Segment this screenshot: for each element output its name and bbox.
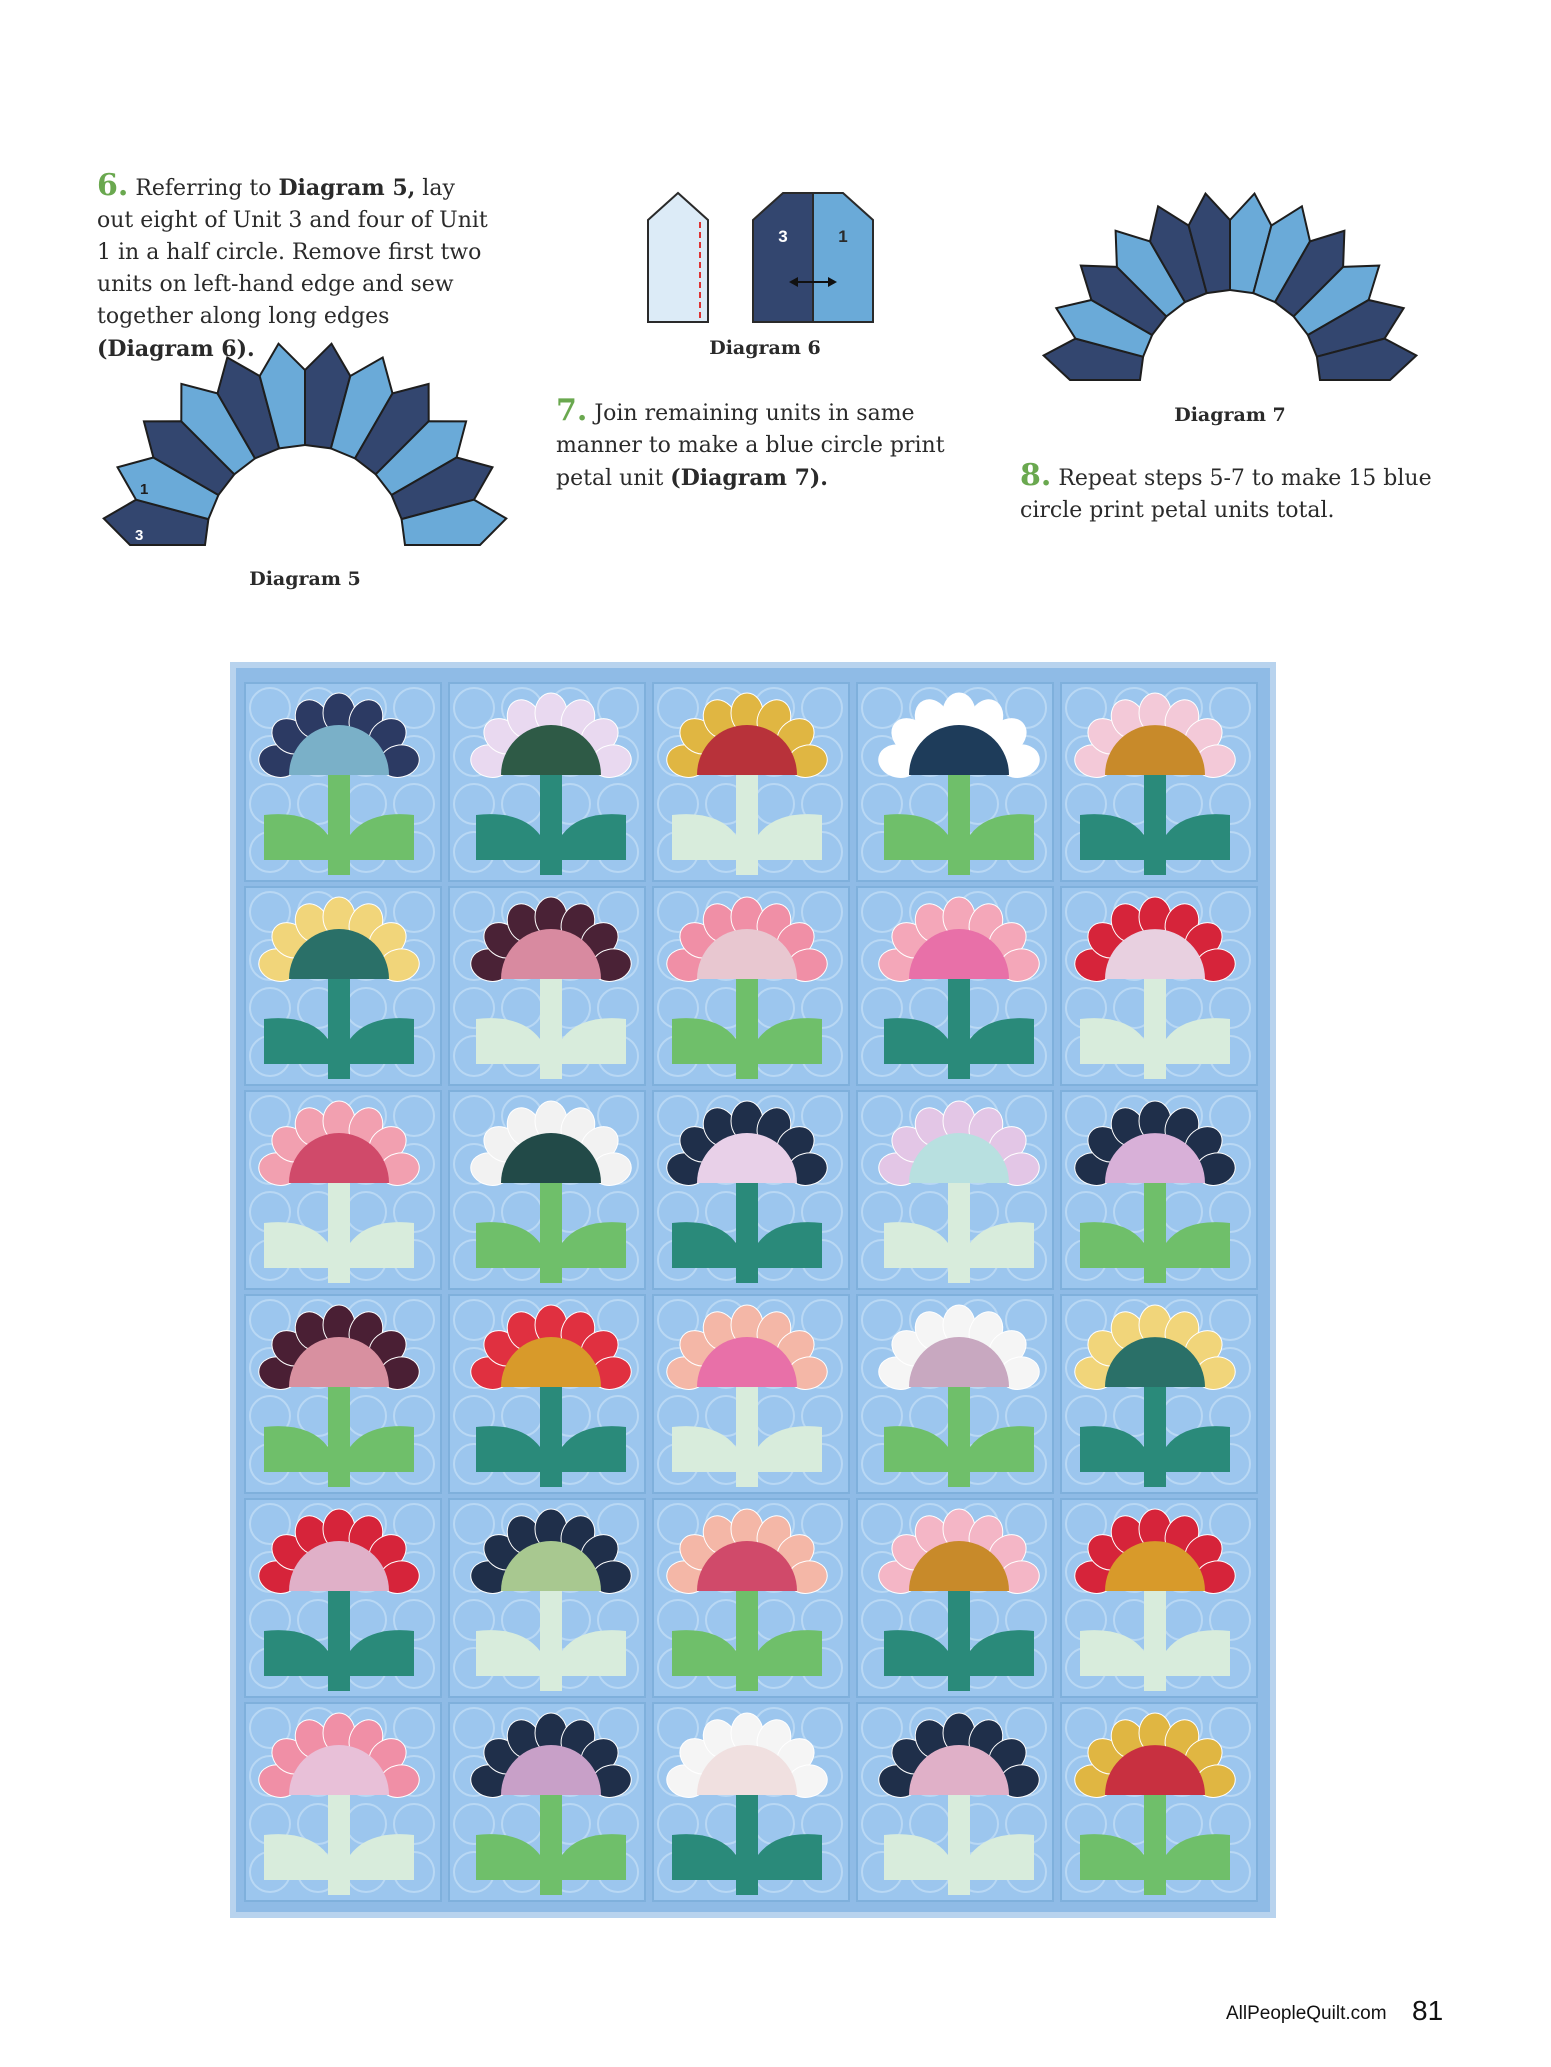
step-8-text: 8. Repeat steps 5-7 to make 15 blue circle print petal units total.: [1020, 458, 1432, 523]
footer: [1226, 1995, 1486, 2035]
diagram-5-half-circle: [95, 345, 535, 555]
step-8-number: 8.: [1020, 458, 1052, 493]
quilt-block: [245, 1091, 441, 1289]
quilt-block: [449, 1295, 645, 1493]
diagram-6-unit-pair: [645, 190, 885, 325]
step-7-number: 7.: [556, 393, 588, 428]
diagram-6-pale-unit: [648, 193, 708, 322]
quilt-block: [857, 1703, 1053, 1901]
step-6-number: 6.: [97, 168, 129, 203]
quilt-block: [1061, 1295, 1257, 1493]
quilt-block: [857, 1091, 1053, 1289]
quilt-block: [653, 887, 849, 1085]
quilt-block: [857, 1499, 1053, 1697]
footer-site: AllPeopleQuilt.com: [1226, 2003, 1387, 2024]
quilt-block: [245, 1295, 441, 1493]
diagram-6-sewn-unit: [753, 193, 873, 322]
unit-1-label: 1: [140, 481, 149, 498]
quilt-block: [1061, 1703, 1257, 1901]
quilt-block: [449, 1703, 645, 1901]
quilt-block: [245, 887, 441, 1085]
quilt-block: [245, 683, 441, 881]
quilt-block: [653, 1499, 849, 1697]
quilt-block: [1061, 887, 1257, 1085]
quilt-block: [1061, 683, 1257, 881]
quilt-block: [449, 683, 645, 881]
diagram-7-petal-unit: [1030, 190, 1430, 390]
quilt-block: [653, 1703, 849, 1901]
quilt-block: [653, 1091, 849, 1289]
diagram-5-caption: Diagram 5: [249, 568, 361, 590]
quilt-block: [449, 1499, 645, 1697]
quilt-block: [1061, 1091, 1257, 1289]
diagram-7-caption: Diagram 7: [1174, 404, 1286, 426]
quilt-block: [245, 1499, 441, 1697]
quilt-block: [857, 683, 1053, 881]
quilt-block: [857, 1295, 1053, 1493]
quilt-block: [449, 1091, 645, 1289]
quilt-block: [245, 1703, 441, 1901]
step-7-text: 7. Join remaining units in same manner to make a blue circle print petal unit (Diagram 7).: [556, 393, 945, 491]
quilt-block: [857, 887, 1053, 1085]
quilt-photo: [233, 665, 1273, 1915]
quilt-block: [449, 887, 645, 1085]
step-6-text: 6. Referring to Diagram 5, lay out eight of Unit 3 and four of Unit 1 in a half circle. Remove first two units on left-hand edge and sew together along long edges (Diagram 6).: [97, 168, 488, 362]
diagram-6-caption: Diagram 6: [709, 337, 821, 359]
unit-3-label: 3: [135, 527, 144, 544]
quilt-block: [653, 683, 849, 881]
unit-1-label: 1: [838, 227, 848, 246]
quilt-block: [1061, 1499, 1257, 1697]
page-number: 81: [1412, 1995, 1444, 2026]
quilt-block: [653, 1295, 849, 1493]
unit-3-label: 3: [778, 227, 788, 246]
